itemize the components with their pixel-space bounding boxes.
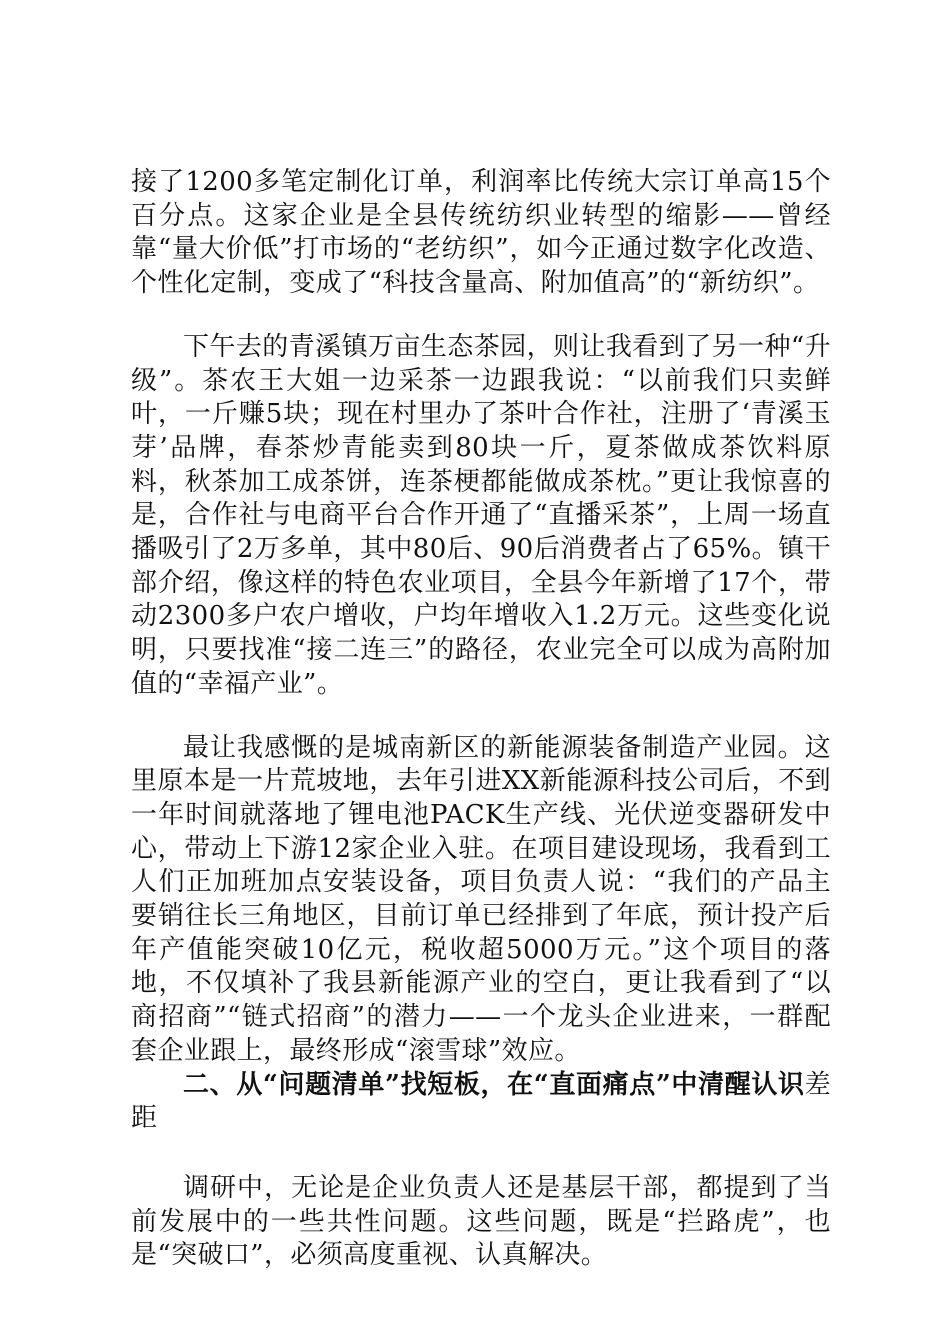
paragraph-tea-garden: 下午去的青溪镇万亩生态茶园，则让我看到了另一种“升级”。茶农王大姐一边采茶一边跟我说：“以前我们只卖鲜叶，一斤赚5块；现在村里办了茶叶合作社，注册了‘青溪玉芽’品牌，春茶炒青能卖到80块一斤，夏茶做成茶饮料原料，秋茶加工成茶饼，连茶梗都能做成茶枕。”更让我惊喜的是，合作社与电商平台合作开通了“直播采茶”，上周一场直播吸引了2万多单，其中80后、90后消费者占了65%。镇干部介绍，像这样的特色农业项目，全县今年新增了17个，带动2300多户农户增收，户均年增收入1.2万元。这些变化说明，只要找准“接二连三”的路径，农业完全可以成为高附加值的“幸福产业”。 (131, 331, 831, 699)
paragraph-research: 调研中，无论是企业负责人还是基层干部，都提到了当前发展中的一些共性问题。这些问题，既是“拦路虎”，也是“突破口”，必须高度重视、认真解决。 (131, 1172, 831, 1271)
document-page (131, 166, 831, 1273)
section-heading-tail: 差距 (131, 1069, 831, 1134)
section-heading (131, 1069, 831, 1136)
section-heading-bold: 二、从“问题清单”找短板，在“直面痛点”中清醒认识 (183, 1069, 805, 1100)
paragraph-textile: 接了1200多笔定制化订单，利润率比传统大宗订单高15个百分点。这家企业是全县传统纺织业转型的缩影——曾经靠“量大价低”打市场的“老纺织”，如今正通过数字化改造、个性化定制，变成了“科技含量高、附加值高”的“新纺织”。 (131, 167, 831, 299)
paragraph-new-energy: 最让我感慨的是城南新区的新能源装备制造产业园。这里原本是一片荒坡地，去年引进XX新能源科技公司后，不到一年时间就落地了锂电池PACK生产线、光伏逆变器研发中心，带动上下游12家企业入驻。在项目建设现场，我看到工人们正加班加点安装设备，项目负责人说：“我们的产品主要销往长三角地区，目前订单已经排到了年底，预计投产后年产值能突破10亿元，税收超5000万元。”这个项目的落地，不仅填补了我县新能源产业的空白，更让我看到了“以商招商”“链式招商”的潜力——一个龙头企业进来，一群配套企业跟上，最终形成“滚雪球”效应。 (131, 732, 831, 1066)
